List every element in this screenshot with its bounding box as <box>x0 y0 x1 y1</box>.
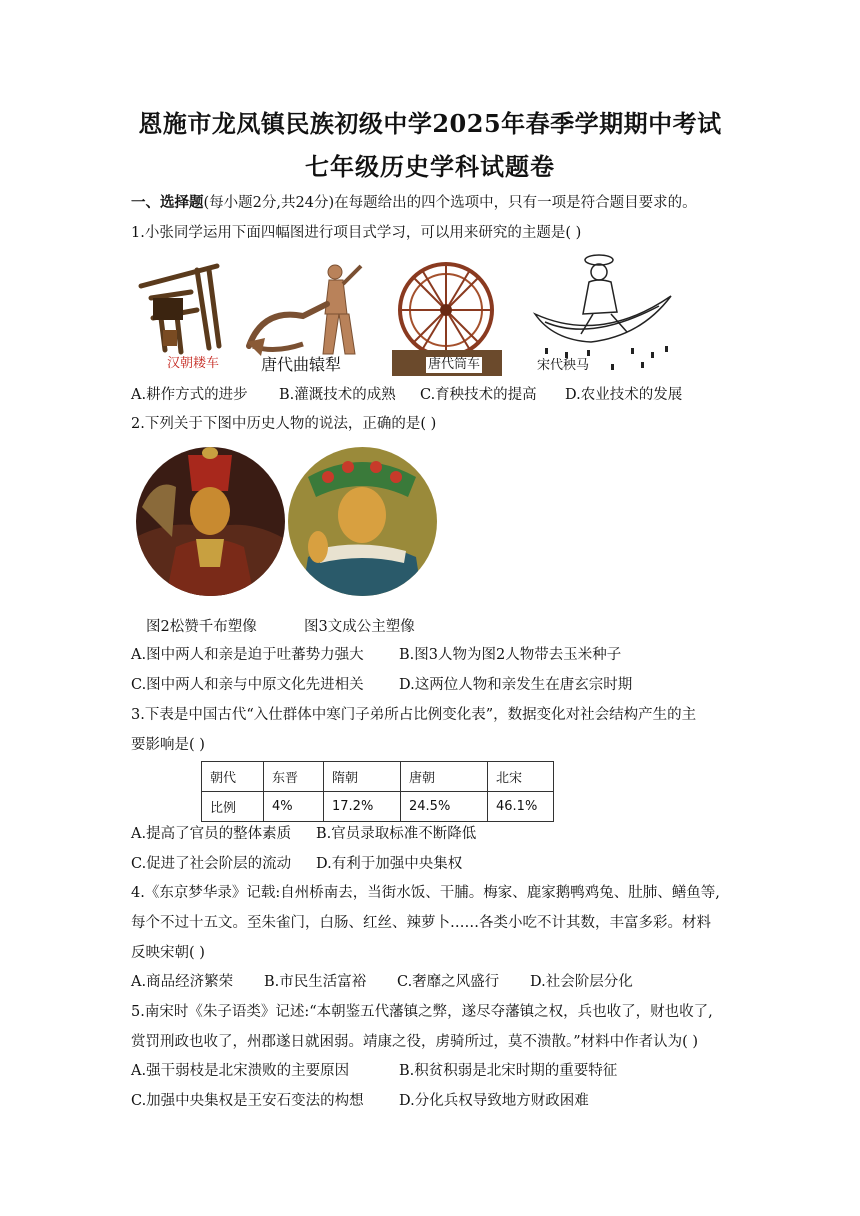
section-instructions: (每小题2分,共24分)在每题给出的四个选项中，只有一项是符合题目要求的。 <box>203 195 697 211</box>
q1-option-a[interactable]: A.耕作方式的进步 <box>131 387 248 403</box>
table-cell: 4% <box>264 792 324 822</box>
q5-stem-line2: 赏罚刑政也收了，州郡遂日就困弱。靖康之役，虏骑所过，莫不溃散。”材料中作者认为( ) <box>131 1034 699 1050</box>
q4-stem-line1: 4.《东京梦华录》记载:自州桥南去，当街水饭、干脯。梅家、鹿家鹅鸭鸡兔、肚肺、鳝鱼等, <box>131 885 720 901</box>
q2-caption-1: 图2松赞千布塑像 <box>146 619 257 635</box>
q5-option-c[interactable]: C.加强中央集权是王安石变法的构想 <box>131 1093 364 1109</box>
q3-stem-line1: 3.下表是中国古代“入仕群体中寒门子弟所占比例变化表”，数据变化对社会结构产生的主 <box>131 707 697 723</box>
table-cell: 24.5% <box>401 792 488 822</box>
princess-wencheng-statue-icon <box>288 447 437 596</box>
q3-option-b[interactable]: B.官员录取标准不断降低 <box>316 826 477 842</box>
table-row <box>202 762 554 792</box>
q3-ratio-table <box>201 761 554 822</box>
q1-stem: 1.小张同学运用下面四幅图进行项目式学习，可以用来研究的主题是( ) <box>131 225 582 241</box>
q3-stem-line2: 要影响是( ) <box>131 737 205 753</box>
q4-stem-line3: 反映宋朝( ) <box>131 945 205 961</box>
q2-option-b[interactable]: B.图3人物为图2人物带去玉米种子 <box>399 647 622 663</box>
q1-caption-3: 唐代筒车 <box>428 357 481 372</box>
q2-option-a[interactable]: A.图中两人和亲是迫于吐蕃势力强大 <box>131 647 364 663</box>
q1-option-c[interactable]: C.育秧技术的提高 <box>420 387 537 403</box>
table-cell: 46.1% <box>488 792 554 822</box>
q4-option-a[interactable]: A.商品经济繁荣 <box>131 974 234 990</box>
exam-title: 恩施市龙凤镇民族初级中学2025年春季学期期中考试 <box>138 109 722 138</box>
q3-option-d[interactable]: D.有利于加强中央集权 <box>316 856 463 872</box>
q2-stem: 2.下列关于下图中历史人物的说法，正确的是( ) <box>131 416 437 432</box>
q3-option-a[interactable]: A.提高了官员的整体素质 <box>131 826 292 842</box>
table-header-cell: 唐朝 <box>401 762 488 792</box>
q1-option-d[interactable]: D.农业技术的发展 <box>565 387 683 403</box>
table-header-cell: 朝代 <box>202 762 264 792</box>
q4-option-b[interactable]: B.市民生活富裕 <box>264 974 367 990</box>
section-heading <box>131 193 741 213</box>
q5-option-b[interactable]: B.积贫积弱是北宋时期的重要特征 <box>399 1063 618 1079</box>
section-label: 一、选择题 <box>131 194 204 211</box>
q1-image-rice-transplanter <box>531 252 677 376</box>
table-header-cell: 隋朝 <box>324 762 401 792</box>
q4-option-c[interactable]: C.奢靡之风盛行 <box>397 974 500 990</box>
q3-option-c[interactable]: C.促进了社会阶层的流动 <box>131 856 292 872</box>
q5-option-a[interactable]: A.强干弱枝是北宋溃败的主要原因 <box>131 1063 350 1079</box>
q5-stem-line1: 5.南宋时《朱子语类》记述:“本朝鉴五代藩镇之弊，遂尽夺藩镇之权，兵也收了，财也收了, <box>131 1004 713 1020</box>
table-row <box>202 792 554 822</box>
q1-caption-4: 宋代秧马 <box>537 358 590 373</box>
q5-option-d[interactable]: D.分化兵权导致地方财政困难 <box>399 1093 589 1109</box>
q4-option-d[interactable]: D.社会阶层分化 <box>530 974 633 990</box>
q1-option-b[interactable]: B.灌溉技术的成熟 <box>279 387 396 403</box>
table-header-cell: 北宋 <box>488 762 554 792</box>
q1-image-water-wheel <box>388 258 506 376</box>
q2-figure-songtsen <box>136 447 285 596</box>
table-header-cell: 东晋 <box>264 762 324 792</box>
q1-caption-1: 汉朝耧车 <box>167 356 220 371</box>
q2-option-d[interactable]: D.这两位人物和亲发生在唐玄宗时期 <box>399 677 633 693</box>
q4-stem-line2: 每个不过十五文。至朱雀门，白肠、红丝、辣萝卜……各类小吃不计其数，丰富多彩。材料 <box>131 915 711 931</box>
q2-figure-wencheng <box>288 447 437 596</box>
table-cell: 比例 <box>202 792 264 822</box>
q1-image-seed-drill <box>131 258 227 376</box>
q2-caption-2: 图3文成公主塑像 <box>304 619 415 635</box>
q1-caption-2: 唐代曲辕犁 <box>261 355 342 374</box>
q1-image-curved-plow <box>243 258 373 376</box>
table-cell: 17.2% <box>324 792 401 822</box>
exam-subtitle: 七年级历史学科试题卷 <box>305 152 555 181</box>
songtsen-statue-icon <box>136 447 285 596</box>
q2-option-c[interactable]: C.图中两人和亲与中原文化先进相关 <box>131 677 364 693</box>
